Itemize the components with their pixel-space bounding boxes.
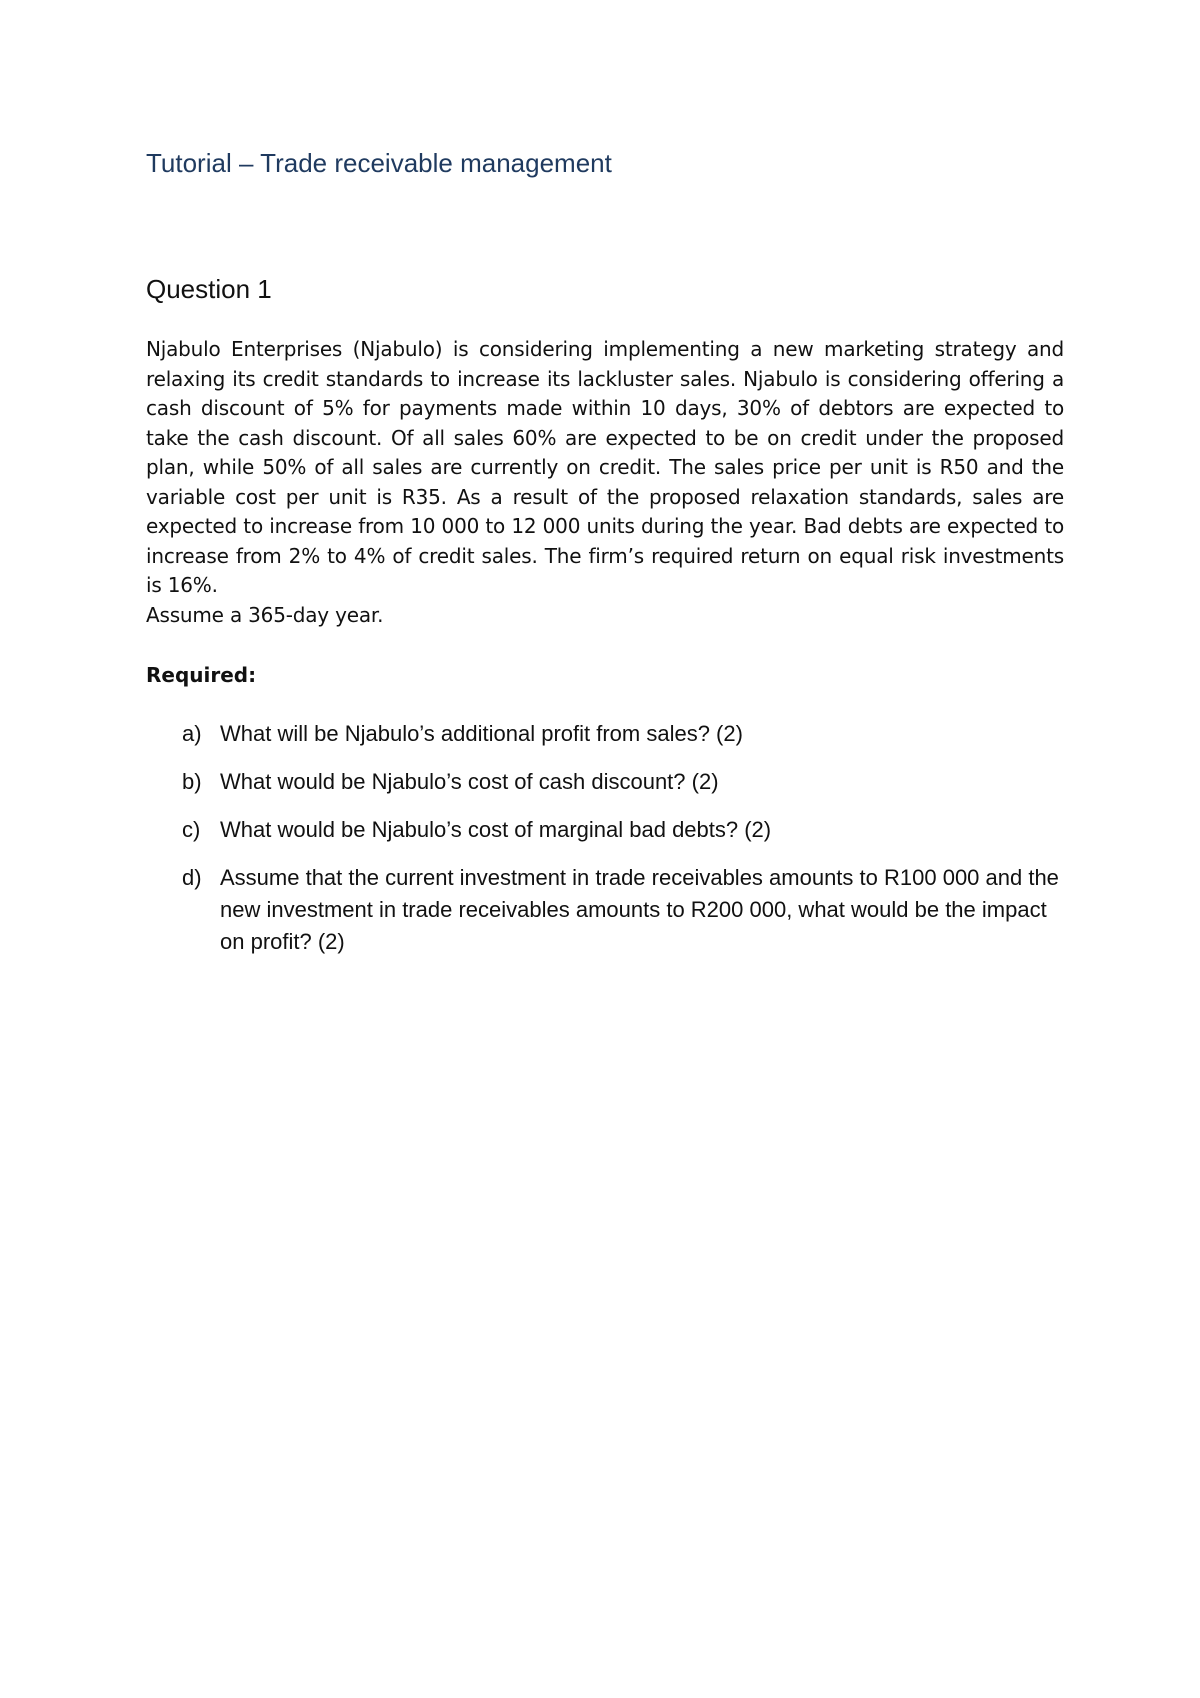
requirement-text: What would be Njabulo’s cost of cash discount? (2) bbox=[220, 769, 719, 794]
required-label: Required: bbox=[146, 663, 257, 687]
requirement-marker: a) bbox=[182, 721, 202, 746]
requirement-text: What will be Njabulo’s additional profit from sales? (2) bbox=[220, 721, 743, 746]
assumption-text: Assume a 365-day year. bbox=[146, 603, 384, 627]
requirement-item bbox=[182, 766, 1064, 798]
requirement-item bbox=[182, 862, 1064, 958]
requirement-marker: d) bbox=[182, 865, 202, 890]
requirement-marker: b) bbox=[182, 769, 202, 794]
requirement-item bbox=[182, 718, 1064, 750]
document-title: Tutorial – Trade receivable management bbox=[146, 148, 612, 178]
requirement-text: Assume that the current investment in trade receivables amounts to R100 000 and the new investment in trade receivables amounts to R200 000, what would be the impact on profit? (2) bbox=[220, 865, 1059, 954]
requirements-list bbox=[182, 718, 1064, 974]
question-body: Njabulo Enterprises (Njabulo) is considering implementing a new marketing strategy and relaxing its credit standards to increase its lackluster sales. Njabulo is considering offering a cash discount of 5% for payments made within 10 days, 30% of debtors are expected to take the cash discount. Of all sales 60% are expected to be on credit under the proposed plan, while 50% of all sales are currently on credit. The sales price per unit is R50 and the variable cost per unit is R35. As a result of the proposed relaxation standards, sales are expected to increase from 10 000 to 12 000 units during the year. Bad debts are expected to increase from 2% to 4% of credit sales. The firm’s required return on equal risk investments is 16%. bbox=[146, 337, 1064, 597]
requirement-marker: c) bbox=[182, 817, 201, 842]
question-heading: Question 1 bbox=[146, 274, 272, 304]
requirement-text: What would be Njabulo’s cost of marginal bad debts? (2) bbox=[220, 817, 772, 842]
requirement-item bbox=[182, 814, 1064, 846]
